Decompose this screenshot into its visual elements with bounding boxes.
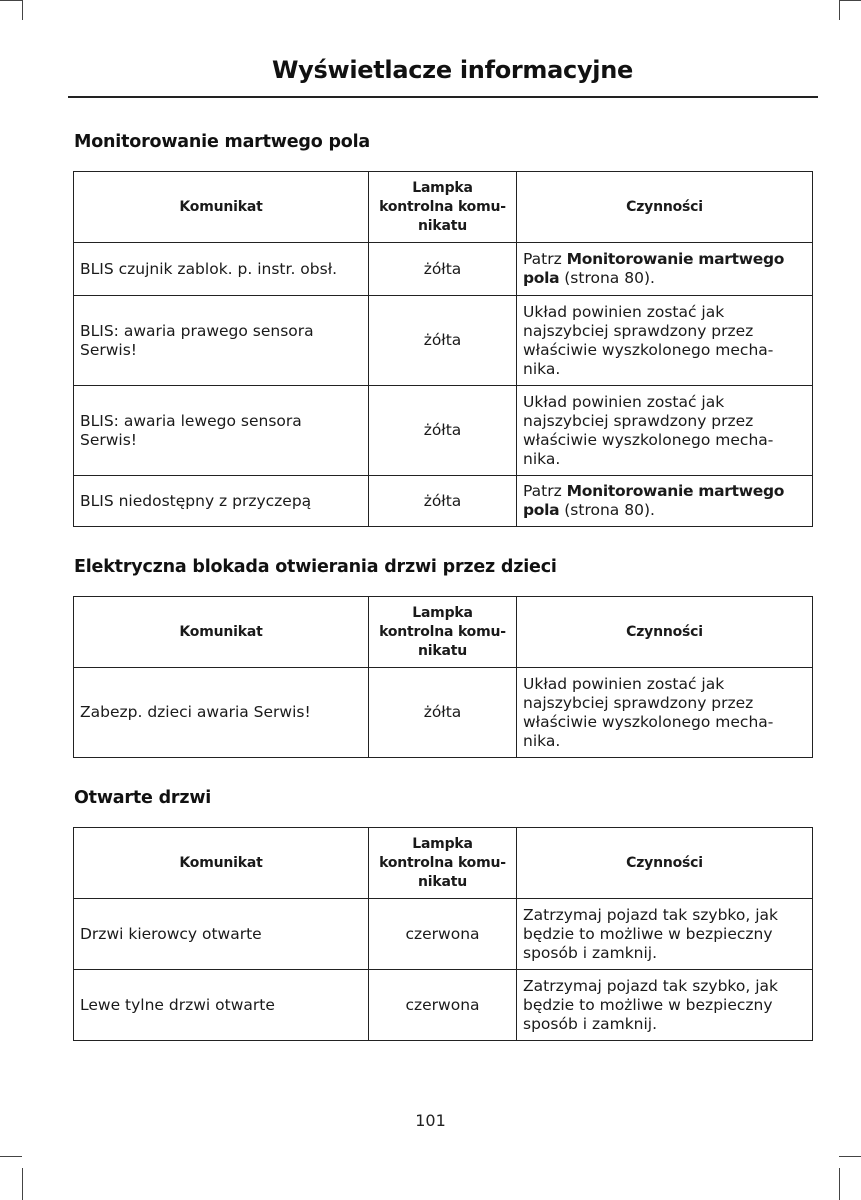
cross-reference-link[interactable]: Monitorowanie martwego pola (523, 250, 785, 287)
action-suffix: (strona 80). (559, 501, 655, 519)
crop-mark-top-left (0, 0, 22, 1)
table-row (74, 970, 813, 1041)
header-action: Czynności (517, 828, 813, 899)
page-title: Wyświetlacze informacyjne (271, 56, 633, 84)
message-cell: Zabezp. dzieci awaria Serwis! (74, 668, 369, 758)
message-cell: BLIS niedostępny z przyczepą (74, 476, 369, 527)
lamp-cell: żółta (369, 668, 517, 758)
blind-spot-table (73, 171, 813, 527)
action-suffix: (strona 80). (559, 269, 655, 287)
crop-mark-top-right (839, 0, 861, 1)
header-lamp: Lampka kontrolna komu- nikatu (369, 172, 517, 243)
action-prefix: Patrz (523, 482, 567, 500)
message-cell: Lewe tylne drzwi otwarte (74, 970, 369, 1041)
child-lock-table (73, 596, 813, 758)
cross-reference-link[interactable]: Monitorowanie martwego pola (523, 482, 785, 519)
message-cell: BLIS czujnik zablok. p. instr. obsł. (74, 243, 369, 296)
table-header-row (74, 828, 813, 899)
crop-mark-bottom-right (839, 1156, 861, 1157)
message-cell: BLIS: awaria prawego sensora Serwis! (74, 296, 369, 386)
crop-mark-bottom-left-vertical (22, 1168, 23, 1200)
section-heading-blind-spot: Monitorowanie martwego pola (74, 132, 371, 152)
crop-mark-bottom-right-vertical (839, 1168, 840, 1200)
header-lamp: Lampka kontrolna komu- nikatu (369, 597, 517, 668)
header-message: Komunikat (74, 172, 369, 243)
table-row (74, 668, 813, 758)
section-heading-open-doors: Otwarte drzwi (74, 788, 212, 808)
message-cell: BLIS: awaria lewego sensora Serwis! (74, 386, 369, 476)
header-action: Czynności (517, 172, 813, 243)
action-cell: Zatrzymaj pojazd tak szybko, jak będzie to możliwe w bezpieczny sposób i zamknij. (517, 970, 813, 1041)
lamp-cell: żółta (369, 386, 517, 476)
header-message: Komunikat (74, 828, 369, 899)
header-action: Czynności (517, 597, 813, 668)
header-message: Komunikat (74, 597, 369, 668)
action-prefix: Patrz (523, 250, 567, 268)
crop-mark-top-right-vertical (839, 0, 840, 20)
table-row (74, 296, 813, 386)
lamp-cell: żółta (369, 296, 517, 386)
title-rule (68, 96, 818, 98)
lamp-cell: czerwona (369, 970, 517, 1041)
table-row (74, 386, 813, 476)
table-row (74, 899, 813, 970)
table-row (74, 243, 813, 296)
crop-mark-top-left-vertical (22, 0, 23, 20)
section-heading-child-lock: Elektryczna blokada otwierania drzwi przez dzieci (74, 557, 557, 577)
lamp-cell: żółta (369, 243, 517, 296)
open-doors-table (73, 827, 813, 1041)
message-cell: Drzwi kierowcy otwarte (74, 899, 369, 970)
action-cell (517, 476, 813, 527)
action-cell (517, 243, 813, 296)
crop-mark-bottom-left (0, 1156, 22, 1157)
lamp-cell: żółta (369, 476, 517, 527)
header-lamp: Lampka kontrolna komu- nikatu (369, 828, 517, 899)
page-number: 101 (415, 1111, 446, 1130)
action-cell: Zatrzymaj pojazd tak szybko, jak będzie to możliwe w bezpieczny sposób i zamknij. (517, 899, 813, 970)
table-header-row (74, 597, 813, 668)
table-row (74, 476, 813, 527)
table-header-row (74, 172, 813, 243)
action-cell: Układ powinien zostać jak najszybciej sprawdzony przez właściwie wyszkolonego mecha- nika. (517, 668, 813, 758)
action-cell: Układ powinien zostać jak najszybciej sprawdzony przez właściwie wyszkolonego mecha- nika. (517, 296, 813, 386)
action-cell: Układ powinien zostać jak najszybciej sprawdzony przez właściwie wyszkolonego mecha- nika. (517, 386, 813, 476)
lamp-cell: czerwona (369, 899, 517, 970)
